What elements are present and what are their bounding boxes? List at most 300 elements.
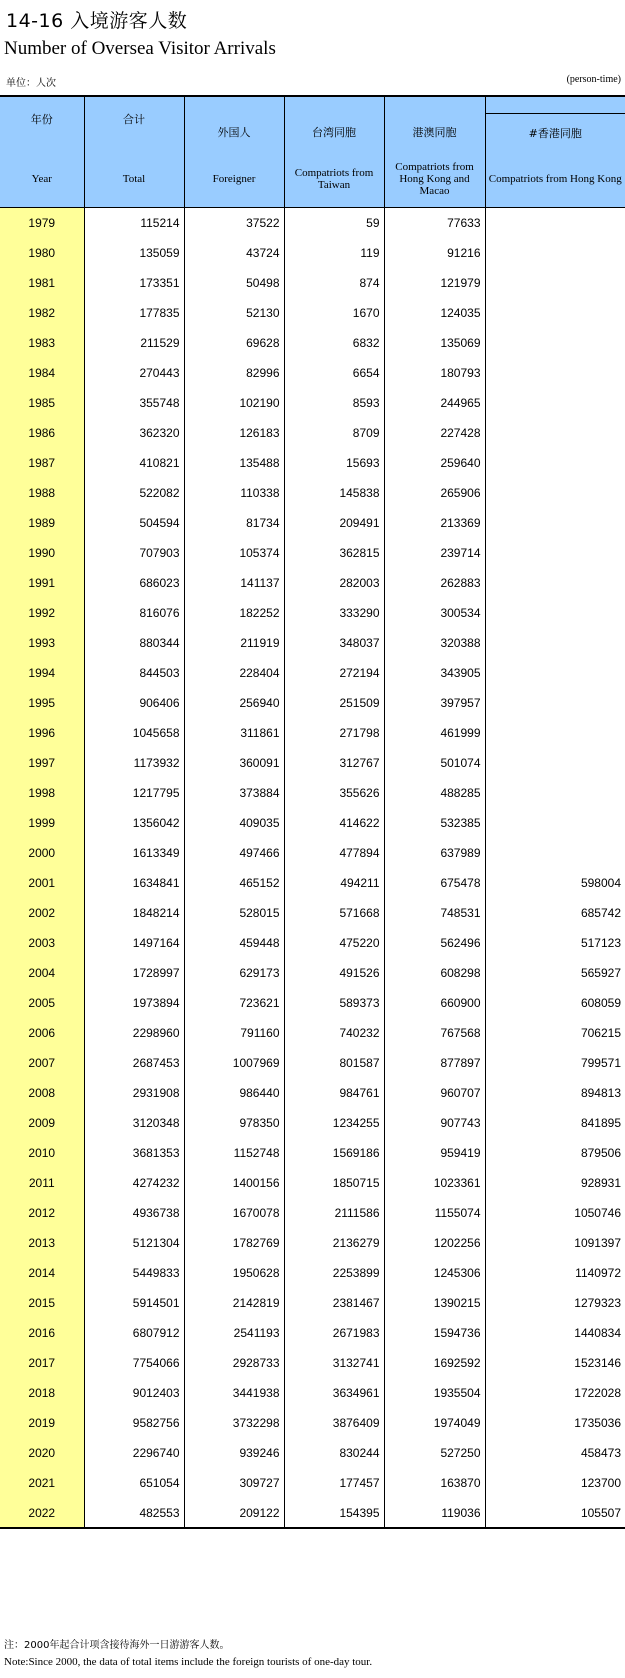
total-cell: 522082 bbox=[84, 478, 184, 508]
taiwan-cell: 272194 bbox=[284, 658, 384, 688]
foreigner-cell: 52130 bbox=[184, 298, 284, 328]
total-cell: 880344 bbox=[84, 628, 184, 658]
hkmacao-cell: 527250 bbox=[384, 1438, 485, 1468]
hk-cell: 123700 bbox=[485, 1468, 625, 1498]
hkmacao-cell: 77633 bbox=[384, 208, 485, 239]
taiwan-cell: 312767 bbox=[284, 748, 384, 778]
table-row bbox=[0, 1198, 625, 1228]
taiwan-cell: 8593 bbox=[284, 388, 384, 418]
foreigner-cell: 629173 bbox=[184, 958, 284, 988]
foreigner-cell: 360091 bbox=[184, 748, 284, 778]
hk-cell bbox=[485, 568, 625, 598]
hkmacao-cell: 877897 bbox=[384, 1048, 485, 1078]
table-row bbox=[0, 1498, 625, 1528]
year-cell: 1994 bbox=[0, 658, 84, 688]
foreigner-cell: 82996 bbox=[184, 358, 284, 388]
foreigner-cell: 105374 bbox=[184, 538, 284, 568]
table-row bbox=[0, 1348, 625, 1378]
taiwan-cell: 1850715 bbox=[284, 1168, 384, 1198]
hkmacao-cell: 488285 bbox=[384, 778, 485, 808]
foreigner-cell: 939246 bbox=[184, 1438, 284, 1468]
hk-cell: 928931 bbox=[485, 1168, 625, 1198]
hkmacao-cell: 119036 bbox=[384, 1498, 485, 1528]
total-cell: 1613349 bbox=[84, 838, 184, 868]
unit-label-zh: 单位：人次 bbox=[6, 78, 56, 89]
foreigner-cell: 1670078 bbox=[184, 1198, 284, 1228]
taiwan-cell: 2253899 bbox=[284, 1258, 384, 1288]
table-row bbox=[0, 478, 625, 508]
foreigner-cell: 50498 bbox=[184, 268, 284, 298]
taiwan-cell: 414622 bbox=[284, 808, 384, 838]
table-row bbox=[0, 538, 625, 568]
foreigner-cell: 141137 bbox=[184, 568, 284, 598]
page-title-zh: 14-16 入境游客人数 bbox=[6, 10, 188, 32]
total-cell: 1045658 bbox=[84, 718, 184, 748]
header-spacer-hk bbox=[485, 96, 625, 114]
hk-cell bbox=[485, 448, 625, 478]
header-hkmacao-zh: 港澳同胞 bbox=[384, 114, 485, 151]
total-cell: 4274232 bbox=[84, 1168, 184, 1198]
foreigner-cell: 81734 bbox=[184, 508, 284, 538]
table-row bbox=[0, 1138, 625, 1168]
year-cell: 2010 bbox=[0, 1138, 84, 1168]
year-cell: 1991 bbox=[0, 568, 84, 598]
hkmacao-cell: 300534 bbox=[384, 598, 485, 628]
foreigner-cell: 37522 bbox=[184, 208, 284, 239]
year-cell: 2002 bbox=[0, 898, 84, 928]
total-cell: 3120348 bbox=[84, 1108, 184, 1138]
table-row bbox=[0, 238, 625, 268]
hk-cell bbox=[485, 838, 625, 868]
year-cell: 2009 bbox=[0, 1108, 84, 1138]
table-row bbox=[0, 1468, 625, 1498]
taiwan-cell: 2381467 bbox=[284, 1288, 384, 1318]
taiwan-cell: 477894 bbox=[284, 838, 384, 868]
foreigner-cell: 256940 bbox=[184, 688, 284, 718]
year-cell: 2006 bbox=[0, 1018, 84, 1048]
foreigner-cell: 102190 bbox=[184, 388, 284, 418]
taiwan-cell: 145838 bbox=[284, 478, 384, 508]
foreigner-cell: 1400156 bbox=[184, 1168, 284, 1198]
year-cell: 2004 bbox=[0, 958, 84, 988]
total-cell: 2687453 bbox=[84, 1048, 184, 1078]
year-cell: 2021 bbox=[0, 1468, 84, 1498]
table-row bbox=[0, 928, 625, 958]
header-spacer-foreigner bbox=[184, 96, 284, 114]
hkmacao-cell: 959419 bbox=[384, 1138, 485, 1168]
total-cell: 1973894 bbox=[84, 988, 184, 1018]
taiwan-cell: 119 bbox=[284, 238, 384, 268]
hkmacao-cell: 259640 bbox=[384, 448, 485, 478]
year-cell: 2013 bbox=[0, 1228, 84, 1258]
total-cell: 9012403 bbox=[84, 1378, 184, 1408]
foreigner-cell: 1152748 bbox=[184, 1138, 284, 1168]
hk-cell: 1523146 bbox=[485, 1348, 625, 1378]
year-cell: 2007 bbox=[0, 1048, 84, 1078]
hk-cell bbox=[485, 688, 625, 718]
hkmacao-cell: 767568 bbox=[384, 1018, 485, 1048]
year-cell: 1990 bbox=[0, 538, 84, 568]
year-cell: 2019 bbox=[0, 1408, 84, 1438]
hkmacao-cell: 1692592 bbox=[384, 1348, 485, 1378]
taiwan-cell: 8709 bbox=[284, 418, 384, 448]
taiwan-cell: 2111586 bbox=[284, 1198, 384, 1228]
taiwan-cell: 3132741 bbox=[284, 1348, 384, 1378]
hk-cell: 1735036 bbox=[485, 1408, 625, 1438]
total-cell: 906406 bbox=[84, 688, 184, 718]
hk-cell: 1091397 bbox=[485, 1228, 625, 1258]
total-cell: 410821 bbox=[84, 448, 184, 478]
year-cell: 1996 bbox=[0, 718, 84, 748]
foreigner-cell: 1950628 bbox=[184, 1258, 284, 1288]
foreigner-cell: 3732298 bbox=[184, 1408, 284, 1438]
table-row bbox=[0, 808, 625, 838]
table-row bbox=[0, 958, 625, 988]
hkmacao-cell: 244965 bbox=[384, 388, 485, 418]
foreigner-cell: 978350 bbox=[184, 1108, 284, 1138]
total-cell: 1217795 bbox=[84, 778, 184, 808]
taiwan-cell: 59 bbox=[284, 208, 384, 239]
year-cell: 1992 bbox=[0, 598, 84, 628]
table-row bbox=[0, 358, 625, 388]
hk-cell bbox=[485, 508, 625, 538]
hkmacao-cell: 239714 bbox=[384, 538, 485, 568]
taiwan-cell: 6654 bbox=[284, 358, 384, 388]
hk-cell bbox=[485, 358, 625, 388]
foreigner-cell: 209122 bbox=[184, 1498, 284, 1528]
table-row bbox=[0, 1438, 625, 1468]
year-cell: 2008 bbox=[0, 1078, 84, 1108]
header-hk-en: Compatriots from Hong Kong bbox=[485, 151, 625, 208]
hkmacao-cell: 501074 bbox=[384, 748, 485, 778]
table-row bbox=[0, 718, 625, 748]
hkmacao-cell: 343905 bbox=[384, 658, 485, 688]
hk-cell: 1050746 bbox=[485, 1198, 625, 1228]
hk-cell bbox=[485, 268, 625, 298]
hk-cell bbox=[485, 598, 625, 628]
table-row bbox=[0, 1288, 625, 1318]
table-row bbox=[0, 208, 625, 239]
foreigner-cell: 723621 bbox=[184, 988, 284, 1018]
foreigner-cell: 791160 bbox=[184, 1018, 284, 1048]
hk-cell: 105507 bbox=[485, 1498, 625, 1528]
year-cell: 1980 bbox=[0, 238, 84, 268]
hk-cell bbox=[485, 538, 625, 568]
hkmacao-cell: 262883 bbox=[384, 568, 485, 598]
year-cell: 1995 bbox=[0, 688, 84, 718]
hkmacao-cell: 397957 bbox=[384, 688, 485, 718]
hk-cell: 1440834 bbox=[485, 1318, 625, 1348]
header-foreigner-en: Foreigner bbox=[184, 151, 284, 208]
total-cell: 1634841 bbox=[84, 868, 184, 898]
taiwan-cell: 209491 bbox=[284, 508, 384, 538]
header-foreigner-zh: 外国人 bbox=[184, 114, 284, 151]
table-row bbox=[0, 1078, 625, 1108]
total-cell: 362320 bbox=[84, 418, 184, 448]
hk-cell: 894813 bbox=[485, 1078, 625, 1108]
taiwan-cell: 571668 bbox=[284, 898, 384, 928]
taiwan-cell: 251509 bbox=[284, 688, 384, 718]
hk-cell bbox=[485, 778, 625, 808]
hkmacao-cell: 1202256 bbox=[384, 1228, 485, 1258]
table-row bbox=[0, 418, 625, 448]
total-cell: 211529 bbox=[84, 328, 184, 358]
foreigner-cell: 459448 bbox=[184, 928, 284, 958]
hk-cell bbox=[485, 478, 625, 508]
hkmacao-cell: 461999 bbox=[384, 718, 485, 748]
table-row bbox=[0, 298, 625, 328]
taiwan-cell: 801587 bbox=[284, 1048, 384, 1078]
hk-cell: 565927 bbox=[485, 958, 625, 988]
hkmacao-cell: 213369 bbox=[384, 508, 485, 538]
year-cell: 2005 bbox=[0, 988, 84, 1018]
hk-cell bbox=[485, 328, 625, 358]
footnote-zh: 注：2000年起合计项含接待海外一日游游客人数。 bbox=[4, 1640, 230, 1651]
foreigner-cell: 69628 bbox=[184, 328, 284, 358]
total-cell: 270443 bbox=[84, 358, 184, 388]
table-row bbox=[0, 748, 625, 778]
foreigner-cell: 182252 bbox=[184, 598, 284, 628]
hk-cell: 1722028 bbox=[485, 1378, 625, 1408]
hk-cell: 706215 bbox=[485, 1018, 625, 1048]
taiwan-cell: 830244 bbox=[284, 1438, 384, 1468]
hkmacao-cell: 1935504 bbox=[384, 1378, 485, 1408]
hk-cell: 1140972 bbox=[485, 1258, 625, 1288]
foreigner-cell: 2541193 bbox=[184, 1318, 284, 1348]
year-cell: 2003 bbox=[0, 928, 84, 958]
year-cell: 2001 bbox=[0, 868, 84, 898]
table-row bbox=[0, 328, 625, 358]
foreigner-cell: 1782769 bbox=[184, 1228, 284, 1258]
header-hkmacao-en: Compatriots from Hong Kong and Macao bbox=[384, 151, 485, 208]
header-total-en: Total bbox=[84, 151, 184, 208]
hk-cell bbox=[485, 418, 625, 448]
year-cell: 1981 bbox=[0, 268, 84, 298]
foreigner-cell: 126183 bbox=[184, 418, 284, 448]
table-row bbox=[0, 628, 625, 658]
table-row bbox=[0, 508, 625, 538]
hk-cell: 1279323 bbox=[485, 1288, 625, 1318]
hkmacao-cell: 960707 bbox=[384, 1078, 485, 1108]
taiwan-cell: 15693 bbox=[284, 448, 384, 478]
total-cell: 482553 bbox=[84, 1498, 184, 1528]
foreigner-cell: 135488 bbox=[184, 448, 284, 478]
total-cell: 816076 bbox=[84, 598, 184, 628]
table-row bbox=[0, 1378, 625, 1408]
total-cell: 4936738 bbox=[84, 1198, 184, 1228]
visitor-arrivals-table bbox=[0, 95, 625, 1529]
hkmacao-cell: 1023361 bbox=[384, 1168, 485, 1198]
hkmacao-cell: 748531 bbox=[384, 898, 485, 928]
hk-cell bbox=[485, 748, 625, 778]
foreigner-cell: 528015 bbox=[184, 898, 284, 928]
hk-cell bbox=[485, 628, 625, 658]
header-year-en: Year bbox=[0, 151, 84, 208]
year-cell: 1999 bbox=[0, 808, 84, 838]
taiwan-cell: 2671983 bbox=[284, 1318, 384, 1348]
foreigner-cell: 43724 bbox=[184, 238, 284, 268]
total-cell: 504594 bbox=[84, 508, 184, 538]
hk-cell bbox=[485, 388, 625, 418]
total-cell: 1848214 bbox=[84, 898, 184, 928]
taiwan-cell: 355626 bbox=[284, 778, 384, 808]
total-cell: 173351 bbox=[84, 268, 184, 298]
table-row bbox=[0, 988, 625, 1018]
hkmacao-cell: 907743 bbox=[384, 1108, 485, 1138]
table-row bbox=[0, 778, 625, 808]
header-spacer-hkmacao bbox=[384, 96, 485, 114]
taiwan-cell: 282003 bbox=[284, 568, 384, 598]
hkmacao-cell: 1155074 bbox=[384, 1198, 485, 1228]
taiwan-cell: 3876409 bbox=[284, 1408, 384, 1438]
foreigner-cell: 211919 bbox=[184, 628, 284, 658]
taiwan-cell: 740232 bbox=[284, 1018, 384, 1048]
total-cell: 707903 bbox=[84, 538, 184, 568]
taiwan-cell: 984761 bbox=[284, 1078, 384, 1108]
year-cell: 1998 bbox=[0, 778, 84, 808]
taiwan-cell: 874 bbox=[284, 268, 384, 298]
total-cell: 6807912 bbox=[84, 1318, 184, 1348]
year-cell: 2000 bbox=[0, 838, 84, 868]
taiwan-cell: 6832 bbox=[284, 328, 384, 358]
total-cell: 844503 bbox=[84, 658, 184, 688]
hk-cell bbox=[485, 658, 625, 688]
total-cell: 135059 bbox=[84, 238, 184, 268]
hk-cell bbox=[485, 238, 625, 268]
table-row bbox=[0, 1258, 625, 1288]
taiwan-cell: 475220 bbox=[284, 928, 384, 958]
page-title-en: Number of Oversea Visitor Arrivals bbox=[4, 38, 276, 59]
year-cell: 2015 bbox=[0, 1288, 84, 1318]
hkmacao-cell: 320388 bbox=[384, 628, 485, 658]
total-cell: 5914501 bbox=[84, 1288, 184, 1318]
year-cell: 1979 bbox=[0, 208, 84, 239]
taiwan-cell: 362815 bbox=[284, 538, 384, 568]
table-body bbox=[0, 208, 625, 1529]
year-cell: 1985 bbox=[0, 388, 84, 418]
hk-cell bbox=[485, 718, 625, 748]
hkmacao-cell: 1594736 bbox=[384, 1318, 485, 1348]
year-cell: 1997 bbox=[0, 748, 84, 778]
hk-cell bbox=[485, 808, 625, 838]
year-cell: 2022 bbox=[0, 1498, 84, 1528]
foreigner-cell: 110338 bbox=[184, 478, 284, 508]
hkmacao-cell: 637989 bbox=[384, 838, 485, 868]
taiwan-cell: 333290 bbox=[284, 598, 384, 628]
hk-cell: 517123 bbox=[485, 928, 625, 958]
table-row bbox=[0, 598, 625, 628]
header-year-zh: 年份 bbox=[0, 96, 84, 151]
hkmacao-cell: 1245306 bbox=[384, 1258, 485, 1288]
year-cell: 1988 bbox=[0, 478, 84, 508]
year-cell: 1986 bbox=[0, 418, 84, 448]
year-cell: 2017 bbox=[0, 1348, 84, 1378]
table-row bbox=[0, 388, 625, 418]
table-row bbox=[0, 568, 625, 598]
year-cell: 2016 bbox=[0, 1318, 84, 1348]
total-cell: 1356042 bbox=[84, 808, 184, 838]
year-cell: 2020 bbox=[0, 1438, 84, 1468]
header-total-zh: 合计 bbox=[84, 96, 184, 151]
year-cell: 1989 bbox=[0, 508, 84, 538]
hk-cell: 841895 bbox=[485, 1108, 625, 1138]
total-cell: 2296740 bbox=[84, 1438, 184, 1468]
hk-cell: 458473 bbox=[485, 1438, 625, 1468]
taiwan-cell: 271798 bbox=[284, 718, 384, 748]
table-row bbox=[0, 448, 625, 478]
year-cell: 1982 bbox=[0, 298, 84, 328]
table-row bbox=[0, 268, 625, 298]
total-cell: 1728997 bbox=[84, 958, 184, 988]
table-row bbox=[0, 838, 625, 868]
hkmacao-cell: 121979 bbox=[384, 268, 485, 298]
taiwan-cell: 589373 bbox=[284, 988, 384, 1018]
total-cell: 5121304 bbox=[84, 1228, 184, 1258]
taiwan-cell: 1234255 bbox=[284, 1108, 384, 1138]
foreigner-cell: 373884 bbox=[184, 778, 284, 808]
taiwan-cell: 2136279 bbox=[284, 1228, 384, 1258]
unit-label-en: (person-time) bbox=[566, 74, 621, 85]
table-row bbox=[0, 1408, 625, 1438]
table-row bbox=[0, 1018, 625, 1048]
total-cell: 5449833 bbox=[84, 1258, 184, 1288]
hkmacao-cell: 265906 bbox=[384, 478, 485, 508]
taiwan-cell: 1569186 bbox=[284, 1138, 384, 1168]
hkmacao-cell: 135069 bbox=[384, 328, 485, 358]
total-cell: 115214 bbox=[84, 208, 184, 239]
hkmacao-cell: 180793 bbox=[384, 358, 485, 388]
hk-cell: 598004 bbox=[485, 868, 625, 898]
taiwan-cell: 3634961 bbox=[284, 1378, 384, 1408]
hkmacao-cell: 124035 bbox=[384, 298, 485, 328]
total-cell: 355748 bbox=[84, 388, 184, 418]
taiwan-cell: 494211 bbox=[284, 868, 384, 898]
total-cell: 9582756 bbox=[84, 1408, 184, 1438]
total-cell: 686023 bbox=[84, 568, 184, 598]
hkmacao-cell: 1974049 bbox=[384, 1408, 485, 1438]
table-row bbox=[0, 1108, 625, 1138]
table-row bbox=[0, 1228, 625, 1258]
hk-cell bbox=[485, 208, 625, 239]
foreigner-cell: 311861 bbox=[184, 718, 284, 748]
year-cell: 1993 bbox=[0, 628, 84, 658]
foreigner-cell: 1007969 bbox=[184, 1048, 284, 1078]
foreigner-cell: 497466 bbox=[184, 838, 284, 868]
hk-cell: 608059 bbox=[485, 988, 625, 1018]
total-cell: 1497164 bbox=[84, 928, 184, 958]
foreigner-cell: 2928733 bbox=[184, 1348, 284, 1378]
taiwan-cell: 154395 bbox=[284, 1498, 384, 1528]
year-cell: 1984 bbox=[0, 358, 84, 388]
hkmacao-cell: 562496 bbox=[384, 928, 485, 958]
footnote-en: Note:Since 2000, the data of total items include the foreign tourists of one-day tour. bbox=[4, 1656, 373, 1668]
total-cell: 2931908 bbox=[84, 1078, 184, 1108]
foreigner-cell: 2142819 bbox=[184, 1288, 284, 1318]
hkmacao-cell: 532385 bbox=[384, 808, 485, 838]
hk-cell: 799571 bbox=[485, 1048, 625, 1078]
hk-cell: 879506 bbox=[485, 1138, 625, 1168]
table-row bbox=[0, 898, 625, 928]
hkmacao-cell: 163870 bbox=[384, 1468, 485, 1498]
total-cell: 177835 bbox=[84, 298, 184, 328]
hk-cell: 685742 bbox=[485, 898, 625, 928]
table-row bbox=[0, 688, 625, 718]
table-row bbox=[0, 868, 625, 898]
hkmacao-cell: 660900 bbox=[384, 988, 485, 1018]
total-cell: 1173932 bbox=[84, 748, 184, 778]
year-cell: 2014 bbox=[0, 1258, 84, 1288]
hkmacao-cell: 227428 bbox=[384, 418, 485, 448]
